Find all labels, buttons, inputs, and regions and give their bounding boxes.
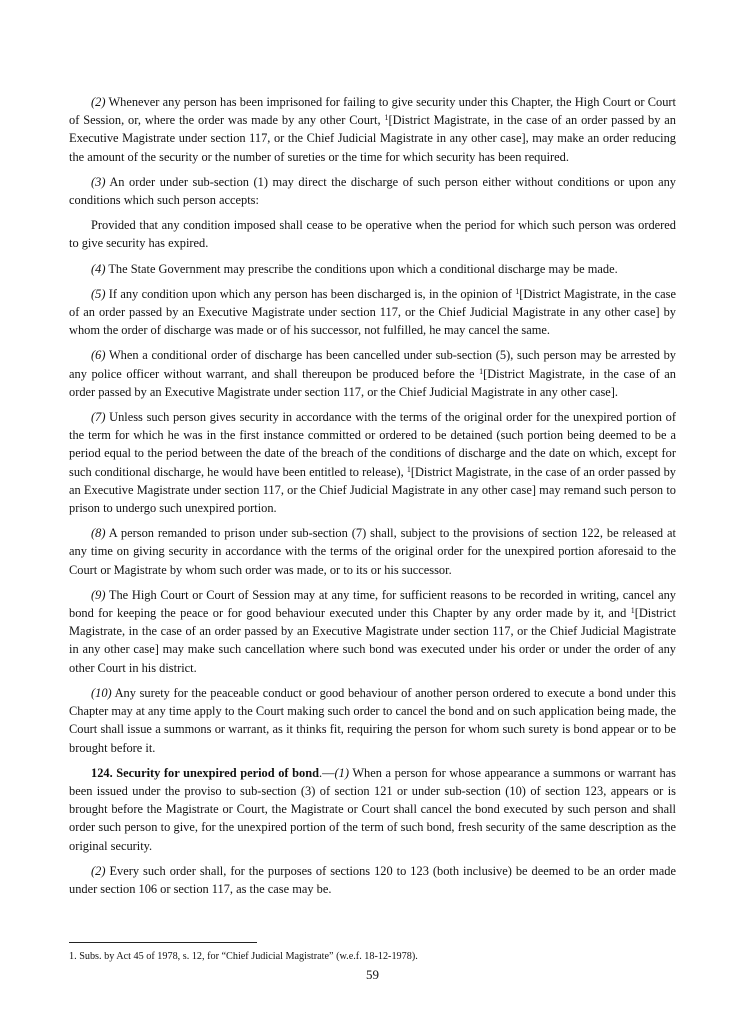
clause-number: (7) — [91, 410, 106, 425]
section-heading: 124. Security for unexpired period of bond — [91, 765, 320, 780]
page-number: 59 — [366, 967, 379, 982]
clause-number: (2) — [91, 863, 106, 878]
paragraph-124-sub-2 — [69, 862, 676, 898]
heading-dash: .— — [319, 765, 335, 780]
paragraph-sub-10 — [69, 684, 676, 757]
paragraph-text: Any surety for the peaceable conduct or good behaviour of another person ordered to execute a bond under this Chapter may at any time apply to the Court making such order to cancel the bond and on such application being made, the Court shall issue a summons or warrant, as it thinks fit, requiring the person for whom such surety is bond appear or to be brought before it. — [69, 685, 676, 755]
footnote: 1. Subs. by Act 45 of 1978, s. 12, for “Chief Judicial Magistrate” (w.e.f. 18-12-1978). — [69, 951, 418, 962]
paragraph-text: The State Government may prescribe the conditions upon which a conditional discharge may be made. — [105, 261, 618, 276]
paragraph-sub-3 — [69, 173, 676, 209]
paragraph-text: The High Court or Court of Session may at any time, for sufficient reasons to be recorded in writing, cancel any bond for keeping the peace or for good behaviour executed under this Chapter by any order made by it, and — [69, 587, 676, 621]
paragraph-proviso — [69, 216, 676, 252]
clause-number: (8) — [91, 526, 106, 541]
paragraph-text-cont: [District Magistrate, in the case of an order passed by an Executive Magistrate under section 117, or the Chief Judicial Magistrate in any other case], may make an order reducing the amount of the security or the number of sureties or the time for which security has been required. — [69, 113, 677, 164]
paragraph-text: Every such order shall, for the purposes of sections 120 to 123 (both inclusive) be deemed to be an order made under section 106 or section 117, as the case may be. — [69, 863, 676, 896]
footnote-marker: 1 — [479, 366, 484, 376]
paragraph-sub-8 — [69, 524, 676, 579]
footnote-marker: 1 — [515, 286, 520, 296]
paragraph-text-cont: [District Magistrate, in the case of an order passed by an Executive Magistrate under section 117, or the Chief Judicial Magistrate in any other case]. — [69, 366, 676, 399]
paragraph-text: An order under sub-section (1) may direct the discharge of such person either without conditions or upon any conditions which such person accepts: — [69, 174, 676, 208]
paragraph-text: Unless such person gives security in accordance with the terms of the original order for the unexpired portion of the term for which he was in the first instance committed or ordered to be detained (such portion being deemed to be a period equal to the period between the date of the breach of the conditions of discharge and the date on which, except for such conditional discharge, he would have been entitled to release), — [69, 410, 676, 479]
paragraph-text: A person remanded to prison under sub-section (7) shall, subject to the provisions of section 122, be released at any time on giving security in accordance with the terms of the original order for the unexpired portion aforesaid to the Court or Magistrate by whom such order was made, or to its or his successor. — [69, 526, 676, 577]
paragraph-text-cont: [District Magistrate, in the case of an order passed by an Executive Magistrate under section 117, or the Chief Judicial Magistrate in any other case] by whom the order of discharge was made or of his successor, not fulfilled, he may cancel the same. — [69, 286, 676, 338]
footnote-marker: 1 — [406, 464, 411, 474]
paragraph-sub-4 — [69, 260, 676, 278]
paragraph-text: Provided that any condition imposed shall cease to be operative when the period for which such person was ordered to give security has expired. — [69, 218, 676, 251]
clause-number: (4) — [91, 261, 106, 276]
paragraph-sub-2 — [69, 93, 676, 166]
section-124-paragraph — [69, 764, 676, 855]
clause-number: (2) — [91, 95, 106, 109]
paragraph-text: When a person for whose appearance a summons or warrant has been issued under the proviso to sub-section (3) of section 121 or under sub-section (10) of section 123, appears or is brought before the Magistrate or Court, the Magistrate or Court shall cancel the bond executed by such person and shall order such person to give, for the unexpired portion of the term of such bond, fresh security of the same description as the original security. — [69, 765, 677, 853]
paragraph-text: If any condition upon which any person has been discharged is, in the opinion of — [105, 286, 516, 301]
clause-number: (1) — [334, 765, 349, 780]
footnote-marker: 1 — [384, 113, 389, 123]
clause-number: (9) — [91, 587, 106, 602]
paragraph-text: Whenever any person has been imprisoned for failing to give security under this Chapter, the High Court or Court of Session, or, where the order was made by any other Court, — [69, 95, 676, 128]
paragraph-sub-6 — [69, 346, 676, 401]
clause-number: (10) — [91, 685, 112, 700]
clause-number: (5) — [91, 286, 106, 301]
paragraph-text-cont: [District Magistrate, in the case of an order passed by an Executive Magistrate under section 117, or the Chief Judicial Magistrate in any other case] may remand such person to prison to undergo such unexpired portion. — [69, 464, 676, 516]
paragraph-sub-9 — [69, 586, 676, 677]
clause-number: (3) — [91, 174, 106, 189]
document-body — [69, 93, 676, 905]
paragraph-sub-7 — [69, 408, 676, 517]
paragraph-text: When a conditional order of discharge has been cancelled under sub-section (5), such person may be arrested by any police officer without warrant, and shall thereupon be produced before the — [69, 348, 676, 381]
paragraph-sub-5 — [69, 285, 676, 340]
footnote-marker: 1 — [630, 606, 635, 616]
clause-number: (6) — [91, 348, 106, 363]
paragraph-text-cont: [District Magistrate, in the case of an order passed by an Executive Magistrate under section 117, or the Chief Judicial Magistrate in any other case] may make such cancellation where such bond was executed under his order or under the order of any other Court in his district. — [69, 606, 676, 675]
footnote-divider — [69, 942, 257, 943]
